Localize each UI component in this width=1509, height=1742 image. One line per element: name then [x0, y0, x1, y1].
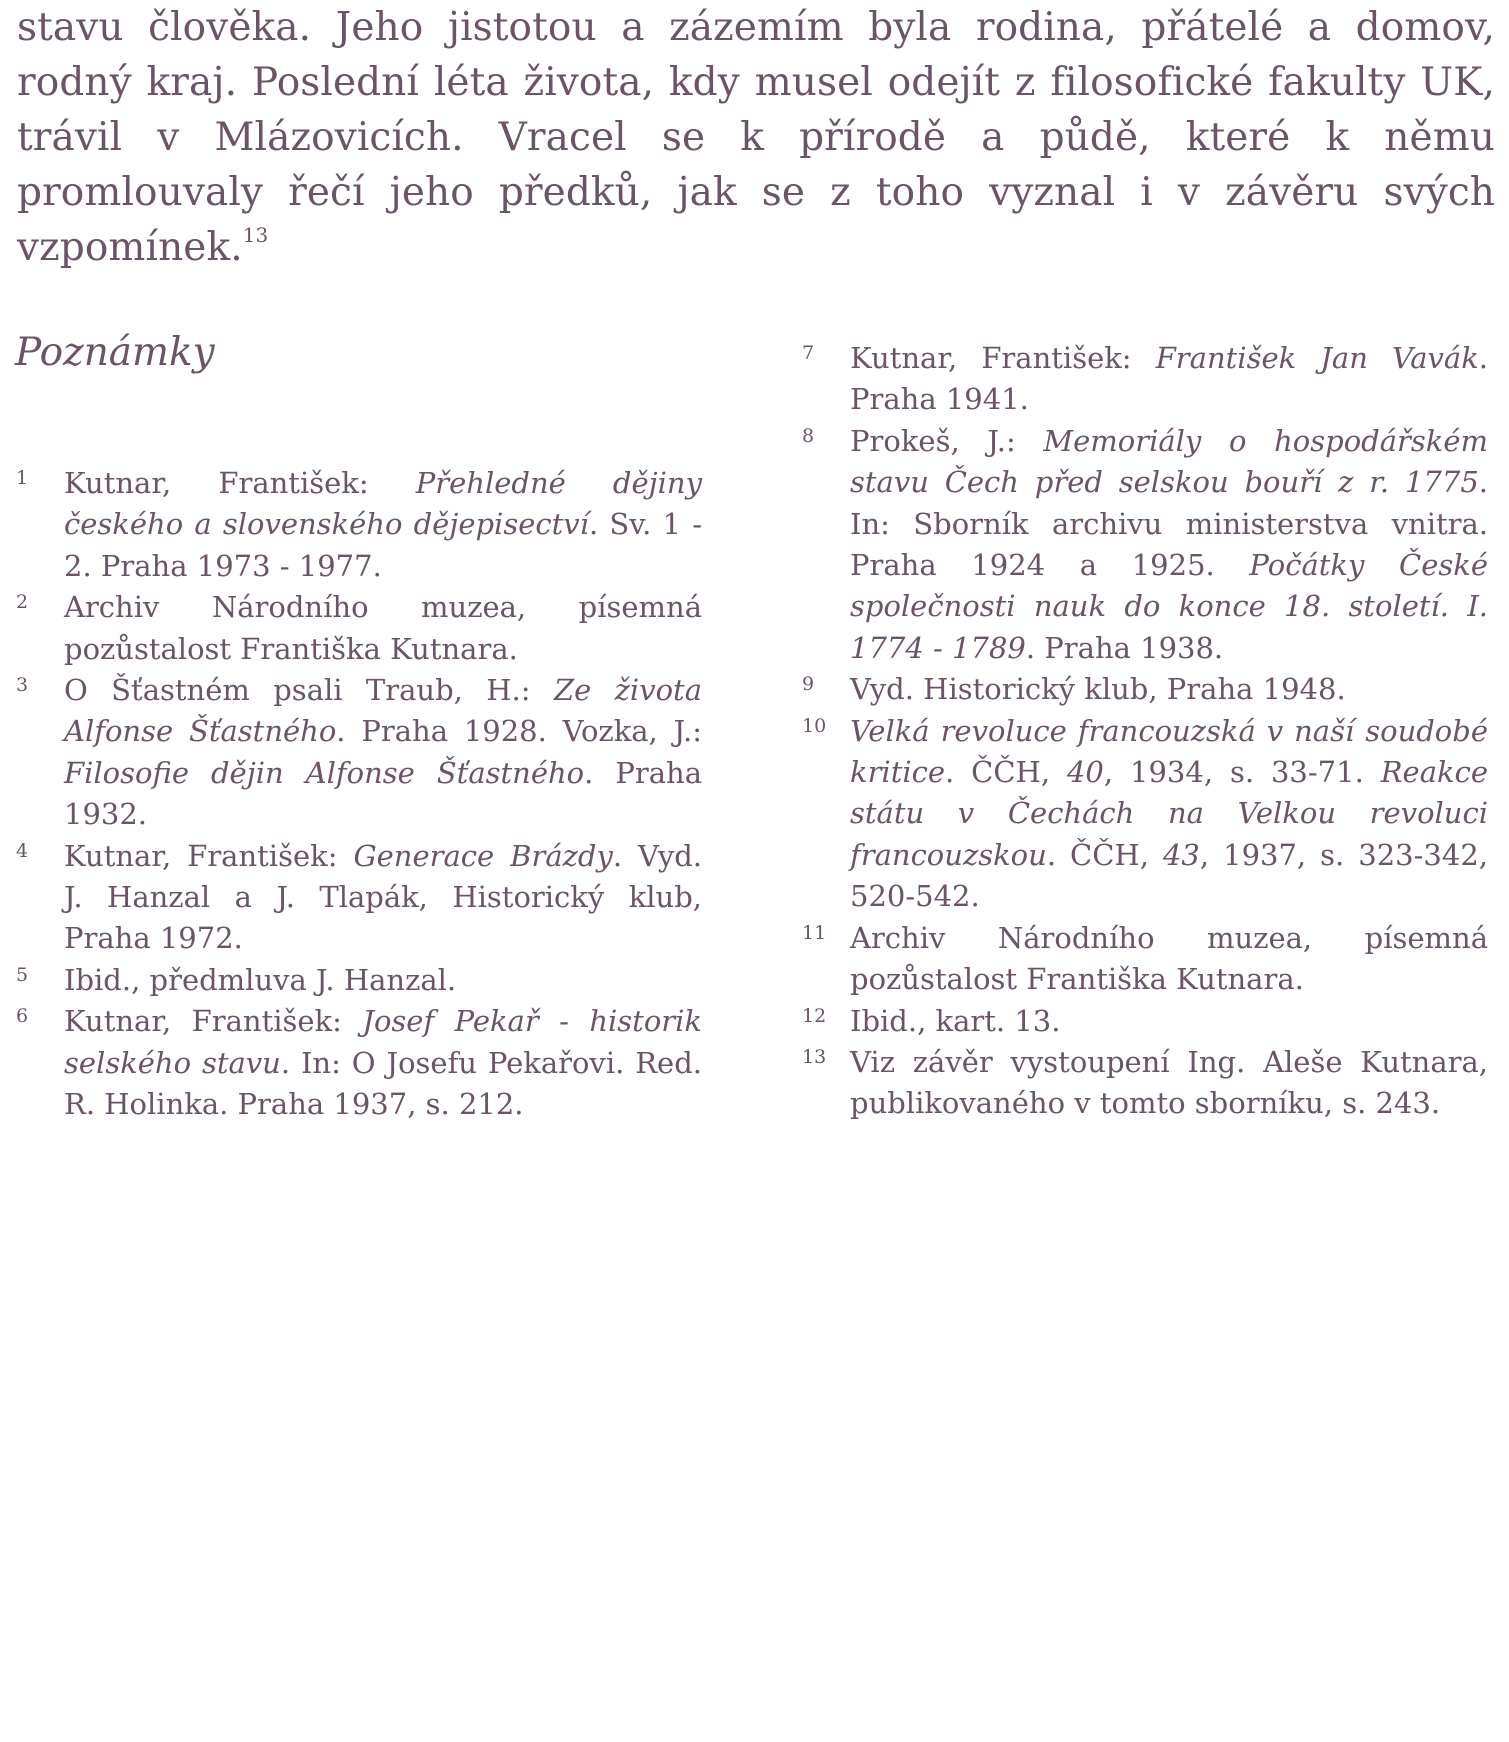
footnote-segment: Prokeš, J.: — [850, 423, 1044, 458]
footnote-number: 10 — [802, 714, 827, 737]
footnote-text — [64, 1004, 702, 1121]
footnote-text — [850, 1004, 1060, 1038]
footnote-segment: , 1937, s. 323-342, 520-542. — [850, 837, 1489, 914]
footnote-segment: Viz závěr vystoupení Ing. Aleše Kutnara, publikovaného v tomto sborníku, s. 243. — [850, 1044, 1488, 1121]
footnote-text — [64, 839, 702, 956]
footnote-italic-segment: Josef Pekař - historik selského stavu — [64, 1004, 702, 1080]
footnote-segment: Kutnar, František: — [850, 341, 1156, 375]
footnote-segment: . Praha 1941. — [850, 341, 1488, 417]
footnote-number: 1 — [16, 467, 29, 489]
footnote-8 — [800, 421, 1488, 669]
footnote-segment: . Praha 1928. Vozka, J.: — [336, 714, 702, 749]
footnote-text — [850, 672, 1346, 706]
footnote-segment: Vyd. Historický klub, Praha 1948. — [850, 672, 1346, 707]
footnote-italic-segment: Počátky České společnosti nauk do konce 18. století. I. 1774 - 1789 — [850, 548, 1488, 665]
footnote-number: 13 — [802, 1045, 827, 1068]
footnote-text — [64, 673, 702, 831]
footnote-number: 5 — [16, 963, 29, 986]
footnote-text — [850, 341, 1488, 416]
footnote-1 — [14, 463, 702, 587]
footnote-number: 3 — [16, 674, 29, 697]
footnote-segment: . ČČH, — [945, 755, 1067, 790]
footnote-segment: . Praha 1932. — [64, 755, 702, 832]
footnote-italic-segment: 43 — [1162, 837, 1200, 872]
footnote-2 — [14, 587, 702, 670]
footnote-italic-segment: Generace Brázdy — [353, 838, 613, 873]
footnote-number: 8 — [802, 424, 815, 447]
footnote-6 — [14, 1001, 702, 1125]
footnote-italic-segment: František Jan Vavák — [1155, 341, 1479, 375]
footnote-number: 7 — [802, 342, 815, 364]
footnote-segment: . Sv. 1 - 2. Praha 1973 - 1977. — [64, 507, 703, 583]
footnote-3 — [14, 670, 702, 836]
notes-column-right — [800, 338, 1488, 1125]
footnote-italic-segment: Filosofie dějin Alfonse Šťastného — [64, 755, 585, 790]
footnote-segment: O Šťastném psali Traub, H.: — [64, 673, 554, 708]
footnote-7 — [800, 338, 1488, 421]
footnote-11 — [800, 918, 1488, 1001]
footnote-number: 9 — [802, 673, 815, 696]
footnote-text — [850, 921, 1488, 996]
footnote-italic-segment: 40 — [1066, 755, 1104, 790]
footnote-italic-segment: Velká revoluce francouzská v naší soudobé kritice — [850, 713, 1488, 790]
footnote-segment: . Praha 1938. — [1025, 630, 1224, 665]
footnote-9 — [800, 669, 1488, 710]
footnote-segment: Kutnar, František: — [64, 838, 354, 873]
footnote-italic-segment: Ze života Alfonse Šťastného — [64, 673, 702, 749]
footnote-italic-segment: Memoriály o hospodářském stavu Čech před selskou bouří z r. 1775 — [850, 423, 1488, 500]
footnote-number: 2 — [16, 591, 29, 614]
body-paragraph-text: stavu člověka. Jeho jistotou a zázemím byla rodina, přátelé a domov, rodný kraj. Poslední léta života, kdy musel odejít z filosofické fakulty UK, trávil v Mlázovicích. Vracel se k přírodě a půdě, které k němu promlouvaly řečí jeho předků, jak se z toho vyznal i v závěru svých vzpomínek. — [17, 5, 1495, 270]
footnote-text — [850, 714, 1488, 914]
footnote-number: 4 — [16, 839, 29, 862]
footnote-text — [64, 963, 456, 997]
footnote-segment: Ibid., kart. 13. — [850, 1003, 1061, 1038]
footnote-number: 12 — [802, 1004, 827, 1027]
footnote-12 — [800, 1001, 1488, 1042]
footnote-italic-segment: Přehledné dějiny českého a slovenského dějepisectví — [64, 466, 702, 542]
body-paragraph — [17, 0, 1495, 275]
footnote-segment: . Vyd. J. Hanzal a J. Tlapák, Historický klub, Praha 1972. — [64, 838, 702, 956]
footnote-text — [850, 424, 1488, 665]
footnote-italic-segment: Reakce státu v Čechách na Velkou revoluci francouzskou — [850, 755, 1488, 872]
footnote-5 — [14, 960, 702, 1001]
notes-column-left — [14, 463, 702, 1126]
footnote-segment: Ibid., předmluva J. Hanzal. — [64, 962, 457, 997]
footnote-segment: Kutnar, František: — [64, 1004, 363, 1039]
footnote-reference: 13 — [242, 223, 269, 247]
footnote-number: 11 — [802, 921, 827, 944]
footnote-text — [64, 590, 702, 665]
footnote-segment: . ČČH, — [1046, 837, 1163, 872]
footnote-segment: . In: O Josefu Pekařovi. Red. R. Holinka. Praha 1937, s. 212. — [64, 1045, 702, 1122]
footnote-10 — [800, 711, 1488, 918]
notes-heading: Poznámky — [15, 330, 215, 375]
footnote-segment: Kutnar, František: — [64, 466, 416, 500]
footnote-text — [850, 1045, 1488, 1120]
footnote-segment: Archiv Národního muzea, písemná pozůstalost Františka Kutnara. — [64, 590, 702, 666]
footnote-segment: Archiv Národního muzea, písemná pozůstalost Františka Kutnara. — [850, 920, 1488, 997]
footnote-13 — [800, 1042, 1488, 1125]
footnote-segment: , 1934, s. 33-71. — [1103, 755, 1381, 790]
footnote-4 — [14, 836, 702, 960]
footnote-text — [64, 466, 702, 583]
footnote-number: 6 — [16, 1005, 29, 1028]
footnote-segment: . In: Sborník archivu ministerstva vnitra. Praha 1924 a 1925. — [850, 465, 1488, 583]
